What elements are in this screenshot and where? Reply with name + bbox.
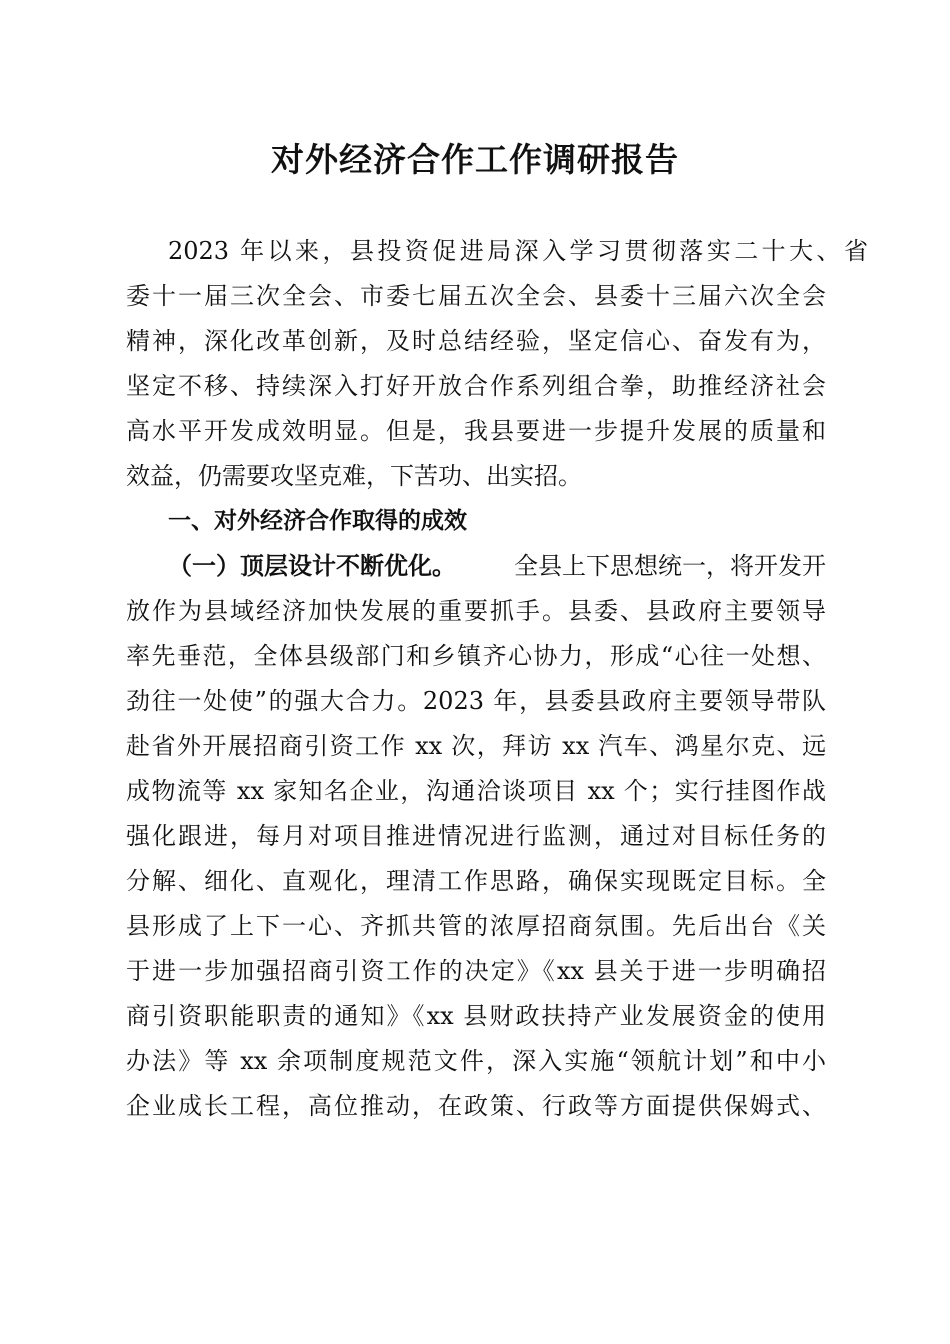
- body-line: 企业成长工程，高位推动，在政策、行政等方面提供保姆式、: [126, 1092, 826, 1120]
- intro-line: 2023 年以来，县投资促进局深入学习贯彻落实二十大、省: [168, 237, 868, 265]
- body-line: 于进一步加强招商引资工作的决定》《xx 县关于进一步明确招: [126, 957, 826, 985]
- intro-line: 高水平开发成效明显。但是，我县要进一步提升发展的质量和: [126, 417, 826, 445]
- section-heading: 一、对外经济合作取得的成效: [168, 508, 467, 534]
- body-line: 分解、细化、直观化，理清工作思路，确保实现既定目标。全: [126, 867, 826, 895]
- subsection-heading: （一）顶层设计不断优化。: [168, 552, 456, 580]
- intro-line: 效益，仍需要攻坚克难，下苦功、出实招。: [126, 462, 582, 490]
- body-line: 劲往一处使”的强大合力。2023 年，县委县政府主要领导带队: [126, 687, 826, 715]
- body-line: 成物流等 xx 家知名企业，沟通洽谈项目 xx 个；实行挂图作战: [126, 777, 826, 805]
- body-line: 县形成了上下一心、齐抓共管的浓厚招商氛围。先后出台《关: [126, 912, 826, 940]
- body-line: 率先垂范，全体县级部门和乡镇齐心协力，形成“心往一处想、: [126, 642, 826, 670]
- intro-line: 委十一届三次全会、市委七届五次全会、县委十三届六次全会: [126, 282, 826, 310]
- subsection-first-line: [168, 544, 826, 589]
- body-line: 商引资职能职责的通知》《xx 县财政扶持产业发展资金的使用: [126, 1002, 826, 1030]
- body-line: 赴省外开展招商引资工作 xx 次，拜访 xx 汽车、鸿星尔克、远: [126, 732, 826, 760]
- intro-line: 精神，深化改革创新，及时总结经验，坚定信心、奋发有为，: [126, 327, 826, 355]
- body-line: 放作为县域经济加快发展的重要抓手。县委、县政府主要领导: [126, 597, 826, 625]
- document-title: 对外经济合作工作调研报告: [271, 140, 679, 179]
- subsection-first-text: 全县上下思想统一，将开发开: [514, 552, 826, 580]
- body-line: 强化跟进，每月对项目推进情况进行监测，通过对目标任务的: [126, 822, 826, 850]
- intro-line: 坚定不移、持续深入打好开放合作系列组合拳，助推经济社会: [126, 372, 826, 400]
- body-line: 办法》等 xx 余项制度规范文件，深入实施“领航计划”和中小: [126, 1047, 826, 1075]
